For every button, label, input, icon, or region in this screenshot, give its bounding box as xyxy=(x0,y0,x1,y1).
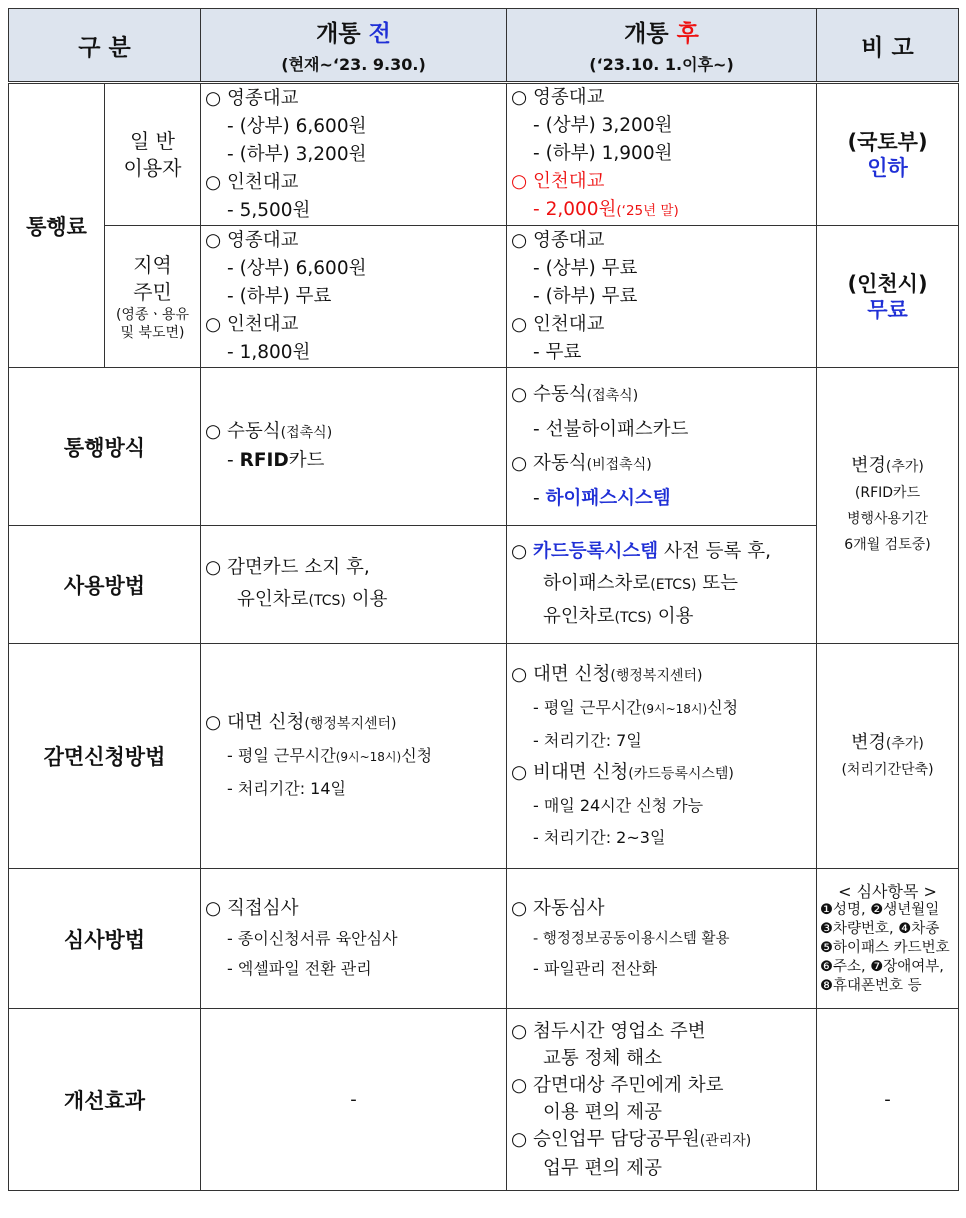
application-remark-1-small: (추가) xyxy=(885,735,924,752)
application-remark-2: (처리기간단축) xyxy=(841,761,934,778)
usage-before-1: ○ 감면카드 소지 후, xyxy=(205,557,370,578)
toll-general-label-2: 이용자 xyxy=(123,155,182,180)
passage-after-2: - 선불하이패스카드 xyxy=(533,418,689,440)
toll-general-after-red-2: - 2,000원 xyxy=(533,199,617,220)
toll-resident-label-2: 주민 xyxy=(133,279,172,304)
passage-remark-4: 6개월 검토중) xyxy=(844,537,931,553)
passage-row xyxy=(9,368,959,526)
passage-before-2-bold: RFID xyxy=(239,450,289,471)
toll-general-after xyxy=(507,83,817,226)
passage-after-1-small: (접촉식) xyxy=(586,387,639,404)
application-before xyxy=(201,644,507,869)
toll-resident-after-line: - (상부) 무료 xyxy=(533,257,638,279)
application-after-3: - 처리기간: 7일 xyxy=(533,730,642,750)
toll-resident-after xyxy=(507,226,817,368)
application-after-2: - 평일 근무시간 xyxy=(533,697,642,717)
comparison-table xyxy=(8,8,959,1191)
toll-resident-after-line: - (하부) 무료 xyxy=(533,285,638,307)
passage-remark-3: 병행사용기간 xyxy=(846,511,929,527)
header-after-period: (‘23.10. 1.이후~) xyxy=(589,55,734,74)
header-before-period: (현재~‘23. 9.30.) xyxy=(281,55,426,74)
toll-resident-label-1: 지역 xyxy=(133,252,172,277)
review-item: ❽휴대폰번호 등 xyxy=(820,977,922,994)
application-after-4: ○ 비대면 신청 xyxy=(511,761,629,783)
toll-resident-label xyxy=(105,226,201,368)
toll-resident-label-4: 및 북도면) xyxy=(120,324,185,341)
toll-resident-after-line: ○ 인천대교 xyxy=(511,313,605,335)
passage-before-2-rest: 카드 xyxy=(288,450,325,471)
header-category: 구 분 xyxy=(9,9,201,83)
application-remark xyxy=(817,644,959,869)
usage-after-2-small: (ETCS) xyxy=(650,576,697,593)
usage-after-1-prefix: ○ xyxy=(511,540,534,562)
toll-general-before-line: - (하부) 3,200원 xyxy=(227,143,367,165)
review-item: ❶성명, ❷생년월일 xyxy=(820,901,940,918)
toll-general-remark xyxy=(817,83,959,226)
usage-after-2-end: 또는 xyxy=(696,572,739,594)
passage-label: 통행방식 xyxy=(9,368,201,526)
toll-general-after-line: - (하부) 1,900원 xyxy=(533,143,673,164)
toll-general-before-line: ○ 영종대교 xyxy=(205,87,299,109)
header-after-title: 개통 xyxy=(624,21,677,47)
application-before-1: ○ 대면 신청 xyxy=(205,712,305,733)
usage-after-1-blue: 카드등록시스템 xyxy=(533,540,659,562)
review-after-1: ○ 자동심사 xyxy=(511,897,605,919)
toll-general-remark-1: (국토부) xyxy=(847,129,928,154)
effect-row xyxy=(9,1009,959,1191)
toll-resident-before xyxy=(201,226,507,368)
passage-after-4-prefix: - xyxy=(533,487,546,509)
effect-after-line: 이용 편의 제공 xyxy=(543,1101,663,1123)
effect-remark: - xyxy=(817,1009,959,1191)
effect-after-6: 업무 편의 제공 xyxy=(543,1157,663,1179)
usage-before xyxy=(201,526,507,644)
passage-remark-2: (RFID카드 xyxy=(854,485,921,501)
application-after-1-small: (행정복지센터) xyxy=(610,667,703,684)
review-before-line: ○ 직접심사 xyxy=(205,897,299,919)
toll-general-label xyxy=(105,83,201,226)
review-item: ❺하이패스 카드번호 xyxy=(820,939,950,956)
effect-after-5-small: (관리자) xyxy=(699,1132,752,1149)
toll-resident-before-line: - (하부) 무료 xyxy=(227,285,332,307)
review-row xyxy=(9,869,959,1009)
toll-label: 통행료 xyxy=(9,83,105,368)
toll-resident-after-line: ○ 영종대교 xyxy=(511,229,605,251)
passage-remark-1-small: (추가) xyxy=(885,459,924,475)
toll-general-before-line: - 5,500원 xyxy=(227,199,311,221)
review-items xyxy=(817,869,959,1009)
review-item: ❻주소, ❼장애여부, xyxy=(820,958,944,975)
review-before xyxy=(201,869,507,1009)
header-before-title: 개통 xyxy=(316,21,369,47)
toll-general-after-red-1: ○ 인천대교 xyxy=(511,171,605,192)
toll-resident-before-line: ○ 인천대교 xyxy=(205,313,299,335)
toll-general-row xyxy=(9,83,959,226)
effect-after xyxy=(507,1009,817,1191)
usage-after xyxy=(507,526,817,644)
review-after xyxy=(507,869,817,1009)
header-before-accent: 전 xyxy=(368,21,391,47)
toll-resident-remark-2: 무료 xyxy=(867,297,908,322)
toll-general-label-1: 일 반 xyxy=(130,128,175,153)
usage-after-3: 유인차로 xyxy=(543,605,615,627)
toll-resident-row xyxy=(9,226,959,368)
header-remark: 비 고 xyxy=(817,9,959,83)
usage-before-2-end: 이용 xyxy=(345,589,388,610)
application-before-1-small: (행정복지센터) xyxy=(304,716,397,732)
application-remark-1: 변경 xyxy=(851,731,886,753)
review-item: ❸차량번호, ❹차종 xyxy=(820,920,940,937)
toll-general-after-line: ○ 영종대교 xyxy=(511,87,605,108)
toll-general-before xyxy=(201,83,507,226)
passage-before-1-small: (접촉식) xyxy=(280,425,333,441)
toll-general-after-red-note: (‘25년 말) xyxy=(616,203,679,219)
application-after-6: - 처리기간: 2~3일 xyxy=(533,827,666,847)
toll-resident-label-3: (영종ㆍ용유 xyxy=(115,306,190,323)
application-before-3: - 처리기간: 14일 xyxy=(227,779,346,798)
passage-after-4-blue: 하이패스시스템 xyxy=(545,487,671,509)
application-after-2-small: (9시~18시) xyxy=(641,701,708,716)
usage-after-3-end: 이용 xyxy=(651,605,694,627)
review-label: 심사방법 xyxy=(9,869,201,1009)
toll-general-remark-2: 인하 xyxy=(867,155,908,180)
application-after-1: ○ 대면 신청 xyxy=(511,663,611,685)
header-row xyxy=(9,9,959,83)
effect-label: 개선효과 xyxy=(9,1009,201,1191)
toll-resident-remark-1: (인천시) xyxy=(847,271,928,296)
effect-after-line: ○ 첨두시간 영업소 주변 xyxy=(511,1020,706,1042)
effect-after-line: ○ 감면대상 주민에게 차로 xyxy=(511,1074,724,1096)
passage-after-3: ○ 자동식 xyxy=(511,452,587,474)
toll-resident-before-line: - (상부) 6,600원 xyxy=(227,257,367,279)
toll-resident-after-line: - 무료 xyxy=(533,341,582,363)
application-before-2-small: (9시~18시) xyxy=(335,750,402,764)
toll-resident-before-line: - 1,800원 xyxy=(227,341,311,363)
application-after-4-small: (카드등록시스템) xyxy=(628,765,734,782)
application-after xyxy=(507,644,817,869)
toll-general-before-line: ○ 인천대교 xyxy=(205,171,299,193)
passage-remark-1: 변경 xyxy=(851,455,886,476)
effect-after-line: 교통 정체 해소 xyxy=(543,1047,663,1069)
passage-before-1: ○ 수동식 xyxy=(205,421,281,442)
review-items-title: < 심사항목 > xyxy=(838,881,937,901)
passage-after-3-small: (비접촉식) xyxy=(586,456,652,473)
header-before xyxy=(201,9,507,83)
review-before-line: - 종이신청서류 육안심사 xyxy=(227,928,398,948)
toll-resident-remark xyxy=(817,226,959,368)
passage-after xyxy=(507,368,817,526)
usage-after-2: 하이패스차로 xyxy=(543,572,651,594)
effect-before: - xyxy=(201,1009,507,1191)
toll-resident-before-line: ○ 영종대교 xyxy=(205,229,299,251)
usage-row xyxy=(9,526,959,644)
usage-before-2-small: (TCS) xyxy=(308,593,346,609)
usage-before-2: 유인차로 xyxy=(237,589,309,610)
application-before-2-end: 신청 xyxy=(401,746,433,765)
review-before-line: - 엑셀파일 전환 관리 xyxy=(227,958,372,978)
header-after-accent: 후 xyxy=(676,21,699,47)
passage-usage-remark xyxy=(817,368,959,644)
passage-before xyxy=(201,368,507,526)
application-before-2: - 평일 근무시간 xyxy=(227,746,336,765)
review-after-3: - 파일관리 전산화 xyxy=(533,958,658,978)
passage-after-1: ○ 수동식 xyxy=(511,383,587,405)
review-after-2: - 행정정보공동이용시스템 활용 xyxy=(533,930,730,947)
effect-after-5: ○ 승인업무 담당공무원 xyxy=(511,1128,700,1150)
application-row xyxy=(9,644,959,869)
toll-general-after-line: - (상부) 3,200원 xyxy=(533,115,673,136)
application-after-2-end: 신청 xyxy=(707,697,739,717)
toll-general-before-line: - (상부) 6,600원 xyxy=(227,115,367,137)
header-after xyxy=(507,9,817,83)
usage-label: 사용방법 xyxy=(9,526,201,644)
passage-before-2-prefix: - xyxy=(227,450,240,471)
application-after-5: - 매일 24시간 신청 가능 xyxy=(533,795,704,815)
usage-after-1-rest: 사전 등록 후, xyxy=(658,540,772,562)
usage-after-3-small: (TCS) xyxy=(614,609,652,626)
application-label: 감면신청방법 xyxy=(9,644,201,869)
